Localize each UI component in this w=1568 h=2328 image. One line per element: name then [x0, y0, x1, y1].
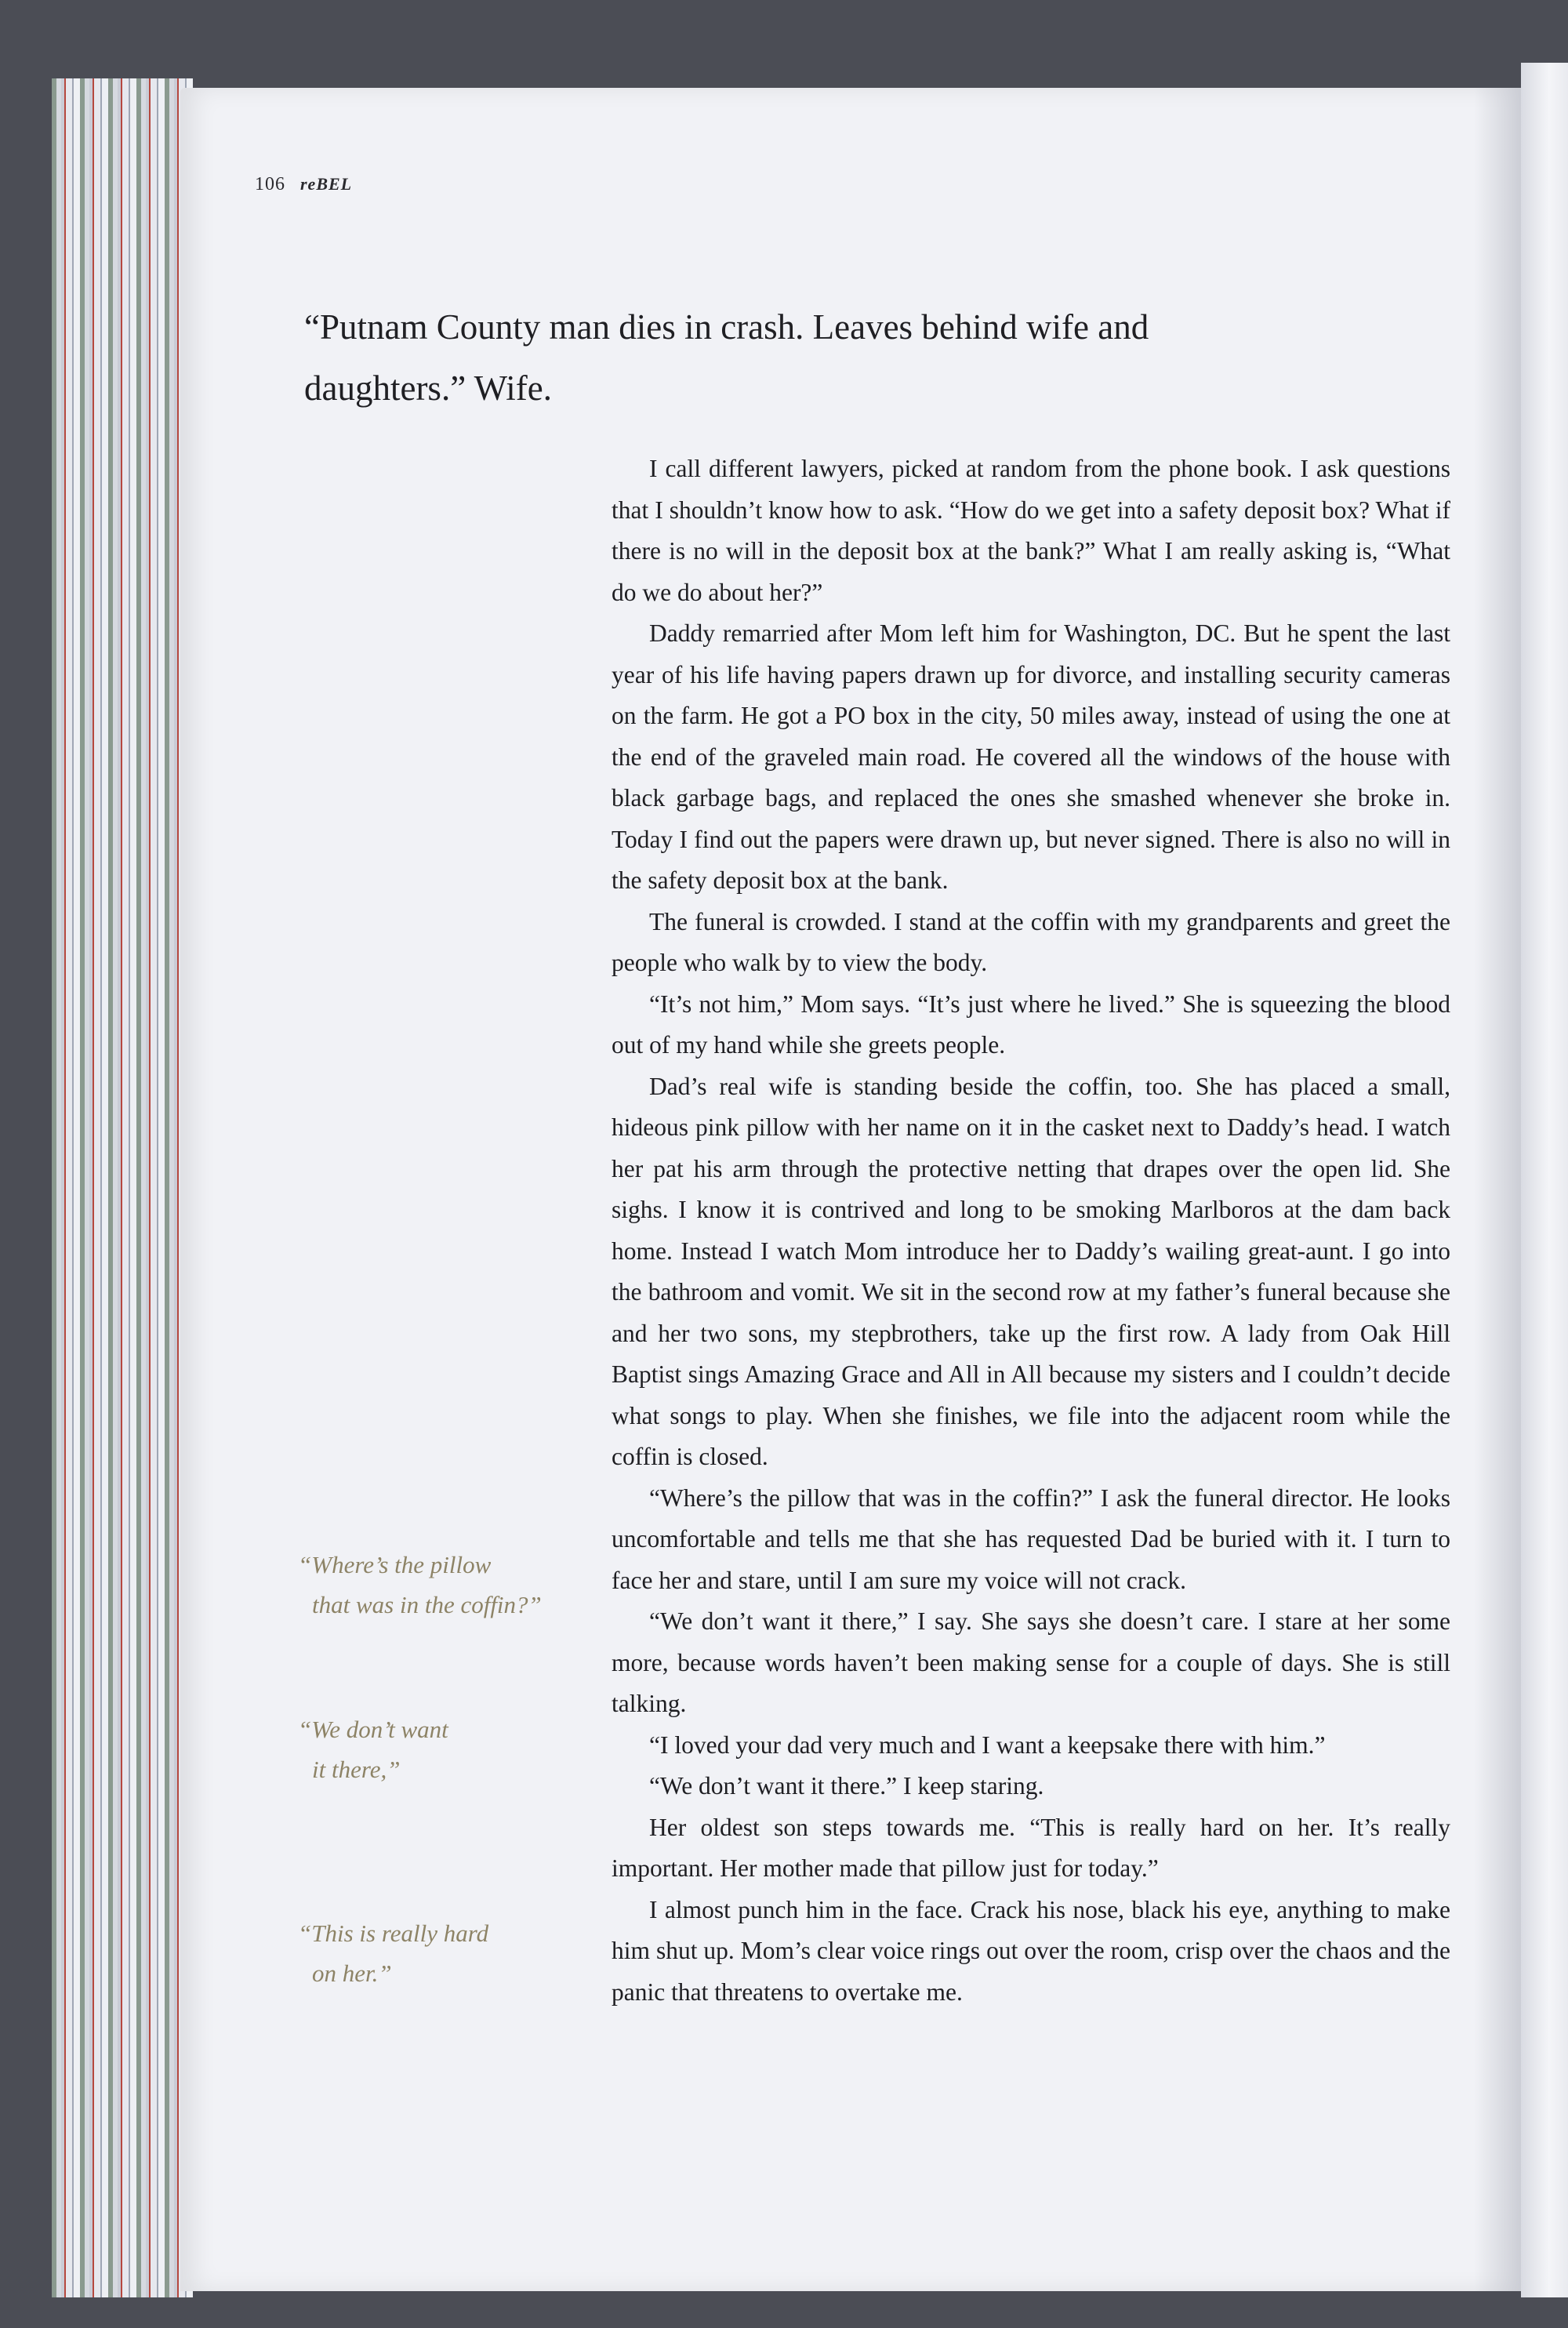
sidenote-line: “We don’t want — [298, 1716, 448, 1743]
sidenote-line: that was in the coffin?” — [312, 1591, 542, 1618]
facing-page-edge — [1521, 63, 1568, 2297]
headline-line-2: daughters.” Wife. — [304, 369, 552, 408]
page-number: 106 — [255, 174, 285, 194]
paragraph: The funeral is crowded. I stand at the coffin with my grandparents and greet the people who walk by to view the body. — [612, 907, 1450, 976]
paragraph: I almost punch him in the face. Crack his nose, black his eye, anything to make him shut up. Mom’s clear voice rings out over the room, crisp over the chaos and the panic that threatens to overtake me. — [612, 1895, 1450, 2006]
headline — [304, 296, 1323, 419]
book-page-edges — [52, 78, 193, 2297]
sidenote-pull-quote — [298, 1709, 596, 1789]
body-text — [612, 449, 1450, 2013]
paragraph: “I loved your dad very much and I want a keepsake there with him.” — [649, 1731, 1326, 1759]
paragraph: Dad’s real wife is standing beside the coffin, too. She has placed a small, hideous pink pillow with her name on it in the casket next to Daddy’s head. I watch her pat his arm through the protective netting that drapes over the open lid. She sighs. I know it is contrived and long to be smoking Marlboros at the dam back home. Instead I watch Mom introduce her to Daddy’s wailing great-aunt. I go into the bathroom and vomit. We sit in the second row at my father’s funeral because she and her two sons, my stepbrothers, take up the first row. A lady from Oak Hill Baptist sings Amazing Grace and All in All because my sisters and I couldn’t decide what songs to play. When she finishes, we file into the adjacent room while the coffin is closed. — [612, 1072, 1450, 1470]
paragraph: I call different lawyers, picked at random from the phone book. I ask questions that I shouldn’t know how to ask. “How do we get into a safety deposit box? What if there is no will in the deposit box at the bank?” What I am really asking is, “What do we do about her?” — [612, 455, 1450, 606]
sidenote-line: “Where’s the pillow — [298, 1551, 492, 1578]
sidenote-line: on her.” — [312, 1959, 392, 1987]
sidenote-line: it there,” — [312, 1756, 401, 1783]
page-gutter-shadow — [1474, 88, 1521, 2291]
paragraph: Daddy remarried after Mom left him for Washington, DC. But he spent the last year of his life having papers drawn up for divorce, and installing security cameras on the farm. He got a PO box in the city, 50 miles away, instead of using the one at the end of the graveled main road. He covered all the windows of the house with black garbage bags, and replaced the ones she smashed whenever she broke in. Today I find out the papers were drawn up, but never signed. There is also no will in the safety deposit box at the bank. — [612, 619, 1450, 894]
running-head — [255, 174, 352, 195]
sidenote-line: “This is really hard — [298, 1919, 489, 1947]
paragraph: “We don’t want it there,” I say. She says she doesn’t care. I stare at her some more, because words haven’t been making sense for a couple of days. She is still talking. — [612, 1607, 1450, 1717]
paragraph: “Where’s the pillow that was in the coffin?” I ask the funeral director. He looks uncomfortable and tells me that she has requested Dad be buried with it. I turn to face her and stare, until I am sure my voice will not crack. — [612, 1484, 1450, 1594]
sidenote-pull-quote — [298, 1545, 596, 1625]
book-title: reBEL — [300, 174, 353, 194]
headline-line-1: “Putnam County man dies in crash. Leaves behind wife and — [304, 307, 1149, 347]
sidenote-pull-quote — [298, 1913, 596, 1993]
paragraph: “It’s not him,” Mom says. “It’s just where he lived.” She is squeezing the blood out of my hand while she greets people. — [612, 990, 1450, 1059]
paragraph: Her oldest son steps towards me. “This is really hard on her. It’s really important. Her mother made that pillow just for today.” — [612, 1813, 1450, 1882]
paragraph: “We don’t want it there.” I keep staring. — [649, 1772, 1044, 1800]
